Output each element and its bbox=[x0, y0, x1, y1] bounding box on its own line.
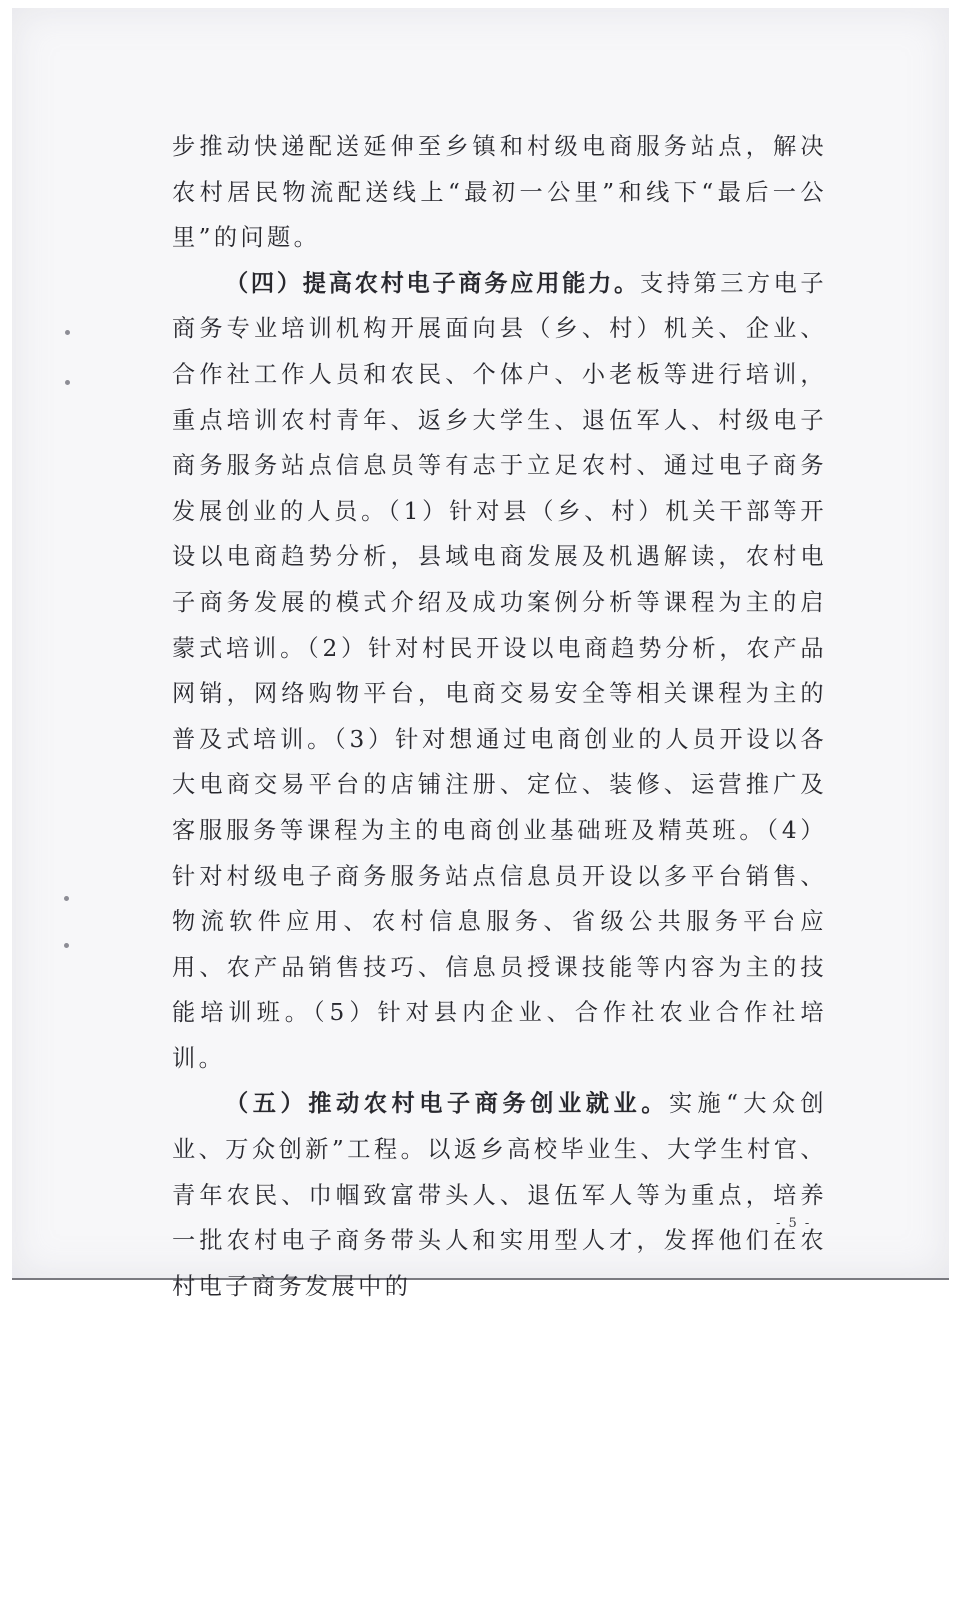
page-number: - 5 - bbox=[776, 1216, 812, 1231]
scanned-page bbox=[12, 8, 949, 1300]
section-heading-4: （四）提高农村电子商务应用能力。 bbox=[225, 269, 640, 297]
scan-dot-mark bbox=[65, 330, 70, 335]
section-heading-5: （五）推动农村电子商务创业就业。 bbox=[225, 1090, 669, 1118]
paragraph-3 bbox=[172, 1081, 827, 1309]
scan-dot-mark bbox=[64, 896, 69, 901]
body-text bbox=[172, 124, 827, 1309]
paragraph-1 bbox=[172, 124, 827, 261]
paragraph-2 bbox=[172, 261, 827, 1082]
paragraph-2-body: 支持第三方电子商务专业培训机构开展面向县（乡、村）机关、企业、合作社工作人员和农民、个体户、小老板等进行培训，重点培训农村青年、返乡大学生、退伍军人、村级电子商务服务站点信息员等有志于立足农村、通过电子商务发展创业的人员。（1）针对县（乡、村）机关干部等开设以电商趋势分析，县域电商发展及机遇解读，农村电子商务发展的模式介绍及成功案例分析等课程为主的启蒙式培训。（2）针对村民开设以电商趋势分析，农产品网销，网络购物平台，电商交易安全等相关课程为主的普及式培训。（3）针对想通过电商创业的人员开设以各大电商交易平台的店铺注册、定位、装修、运营推广及客服服务等课程为主的电商创业基础班及精英班。（4）针对村级电子商务服务站点信息员开设以多平台销售、物流软件应用、农村信息服务、省级公共服务平台应用、农产品销售技巧、信息员授课技能等内容为主的技能培训班。（5）针对县内企业、合作社农业合作社培训。 bbox=[172, 269, 827, 1072]
paragraph-3-body: 实施“大众创业、万众创新”工程。以返乡高校毕业生、大学生村官、青年农民、巾帼致富带头人、退伍军人等为重点，培养一批农村电子商务带头人和实用型人才，发挥他们在农村电子商务发展中的 bbox=[172, 1090, 827, 1300]
paragraph-1-body: 步推动快递配送延伸至乡镇和村级电商服务站点，解决农村居民物流配送线上“最初一公里”和线下“最后一公里”的问题。 bbox=[172, 133, 827, 252]
scan-dot-mark bbox=[64, 943, 69, 948]
scan-dot-mark bbox=[65, 380, 70, 385]
